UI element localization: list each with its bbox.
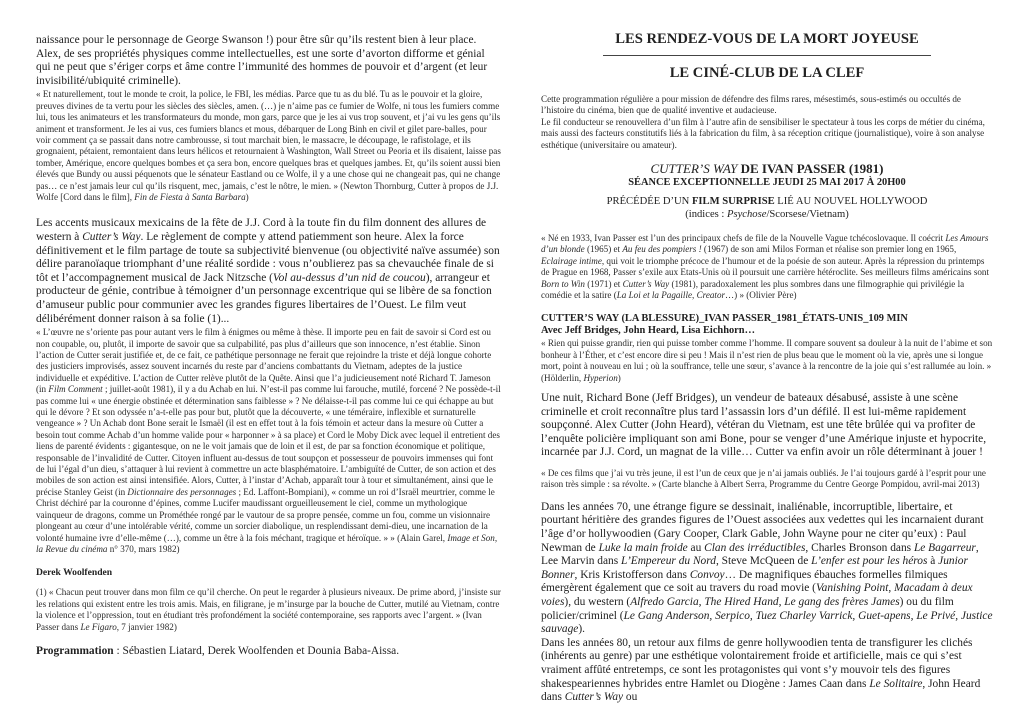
film-title: L’enfer est pour les héros — [811, 555, 928, 568]
text-segment: ) ou du film policier/criminel ( — [541, 596, 954, 622]
right-column — [541, 0, 993, 705]
text-segment: …) » (Olivier Père) — [725, 290, 797, 301]
book-title: Hyperion — [583, 372, 618, 383]
film-title: Les Amours d’un blonde — [541, 233, 989, 255]
programmation-names: : Sébastien Liatard, Derek Woolfenden et Dounia Baba-Aissa. — [113, 644, 400, 657]
western-paragraph — [36, 217, 502, 326]
film-title: Le Gang Anderson, Serpico, Tuez Charley Varrick, Guet-apens, Le Privé, Justice sauvage — [541, 609, 993, 636]
mission-line: Le fil conducteur se renouvellera d’un film à l’autre afin de sensibiliser le spectateur à tous les corps de métier du cinéma, mais aussi des facteurs constitutifs liés à la fabrication du film, à sa réception critique (journalistique), voire à son analyse esthétique (universitaire ou amateur). — [541, 116, 985, 150]
film-technical-info — [541, 313, 993, 337]
text-segment: à — [927, 555, 939, 568]
text-segment: Les accents musicaux mexicains de la fête de J.J. Cord à la toute fin du film donnent des allures de western à — [36, 217, 487, 244]
text-segment: (1981), paradoxalement les plus sombres dans une filmographie qui privilégie la comédie et la satire ( — [541, 278, 965, 301]
text-segment: , 7 janvier 1982) — [116, 621, 177, 632]
eighties-paragraph — [541, 637, 993, 705]
mission-statement — [541, 94, 993, 151]
text-segment: . Le règlement de compte y attend patiemment son heure. Alex la force définitivement et le film partage de toute sa subjectivité bienvenue (ou objectivité naïve assumée) son délire paranoïaque triomphant d’une réalité sordide : vous n’oublierez pas sa chevauchée finale de si tôt et l’accompagnement musical de Jack Nitzsche ( — [36, 231, 500, 284]
series-title: LES RENDEZ-VOUS DE LA MORT JOYEUSE — [615, 31, 919, 47]
hint-title: Psychose — [727, 209, 767, 221]
text-segment: « Rien qui puisse grandir, rien qui puisse tomber comme l’homme. Il compare souvent sa douleur à la nuit de l’abime et son bonheur à l’Éther, et c’est encore dire si peu ! Mais il n’est rien de plus beau que le moment où la vie, après une si longue mort, point à nouveau en lui ; où la souffrance, telle une sœur, s’avance à la rencontre de la joie qui s’est rallumée au loin. » (Hölderlin, — [541, 338, 993, 383]
text-segment: « L’œuvre ne s’oriente pas pour autant vers le film à énigmes ou même à thèse. Il importe peu en fait de savoir si Cord est ou non coupable, ou, plutôt, il importe de savoir que sa culpabilité, pas plus d’ailleurs que son innocence, n’est établie. Sinon l’action de Cutter serait justifiée et, de ce fait, ce pathétique personnage ne ferait que rejoindre la triste et déjà longue cohorte des justiciers improvisés, assez souvent incarnés du reste par d’anciens combattants du Vietnam, adeptes de la justice individuelle et expéditive. L’action de Cutter relève plutôt de la Quête. Ainsi que l’a judicieusement noté Richard T. Jameson (in — [36, 327, 492, 395]
film-title: La Loi et la Pagaille — [616, 290, 693, 301]
quote-source-title: Fin de Fiesta à Santa Barbara — [134, 192, 246, 203]
film-title: Born to Win — [541, 278, 585, 289]
quote-close: ) — [245, 192, 249, 203]
text-segment: ), arrangeur et producteur de génie, contribue à témoigner d’un personnage excentrique qui se libère de sa fonction d’amuseur public pour communier avec les grandes figures libertaires de l’Ouest. Le film veut délibérément donner raison à sa folie (1)... — [36, 271, 492, 325]
film-title: L’Empereur du Nord — [621, 555, 716, 568]
text-segment: ; Ed. Laffont-Bompiani), « comme un roi d’Israël meurtrier, comme le Christ déchiré par la couronne d’épines, comme Lucifer maudissant orgueilleusement le ciel, comme un mythologique vainqueur de dragons, comme un Prométhée rongé par le vautour de sa propre pensée, comme un fou, comme un visionnaire plongeant au cœur d’une intolérable vérité, comme un sorcier diabolique, un resplendissant demi-dieu, une incarnation de la volonté humaine ivre d’elle-même (…), comme un être à la fois méchant, tragique et héroïque. » » (Alain Garel, — [36, 486, 495, 543]
film-credits-line: CUTTER’S WAY (LA BLESSURE)_IVAN PASSER_1981_ÉTATS-UNIS_109 MIN — [541, 313, 908, 325]
text-segment: , Charles Bronson dans — [805, 541, 914, 554]
garel-quote — [36, 327, 502, 555]
text-segment: « Né en 1933, Ivan Passer est l’un des principaux chefs de file de la Nouvelle Vague tchécoslovaque. Il coécrit — [541, 233, 946, 244]
text-segment: ou — [623, 691, 638, 704]
publication-title: Le Figaro — [80, 621, 117, 632]
text-segment: , John Heard dans — [541, 677, 981, 704]
programmation-label: Programmation — [36, 644, 114, 657]
cast-line: Avec Jeff Bridges, John Heard, Lisa Eichhorn… — [541, 325, 755, 337]
film-director-year: DE IVAN PASSER (1981) — [737, 161, 884, 177]
programmation-credits — [36, 645, 502, 659]
text-segment: , Kris Kristofferson dans — [574, 568, 690, 581]
text-segment: LIÉ AU NOUVEL HOLLYWOOD — [774, 196, 928, 208]
film-title: Au feu des pompiers ! — [622, 244, 702, 255]
film-title: Le Solitaire — [869, 677, 923, 690]
film-title: Creator — [696, 290, 726, 301]
intro-paragraph: naissance pour le personnage de George Swanson !) pour être sûr qu’ils restent bien à leur place. Alex, de ses propriétés physiques comme intellectuelles, est une sorte d’avorton difforme et génial qui ne peut que s’ériger corps et âme contre l’immunité des hommes de pouvoir et d’argent (et leur invisibilité/ubiquité criminelle). — [36, 34, 488, 87]
text-segment: , Lee Marvin dans — [541, 541, 979, 568]
publication-title: Dictionnaire des personnages — [127, 486, 237, 497]
text-segment: ; juillet-août 1981), il y a du Achab en lui. N’est-il pas comme lui farouche, mutilé, forcené ? Ne possède-t-il pas comme lui « une énergie obstinée et détermination sans faiblesse » ? Ne délaisse-t-il pas comme lui ce qui échappe au but qui le dévore ? Et son odyssée n’a-t-elle pas pour but, plutôt que la découverte, « une téméraire, inflexible et surnaturelle vengeance » ? Un Achab dont Bone serait le Ismaël (il est en effet tout à la fois témoin et acteur dans la mesure où Cutter a besoin tout comme Achab d’un homme valide pour « harponner » à sa place) et Cord le Moby Dick avec lequel il entretient des liens de parenté évidents : gigantesque, on ne le voit jamais que de loin et il est, de par sa fonction économique et politique, responsable de l’invalidité de Cutter. Citoyen influent au-dessus de tout soupçon et possesseur de pouvoirs immenses qui font de lui l’égal d’un dieu, s’attaquer à lui revient à commettre un acte blasphématoire. L’ambiguïté de Cutter, de son action et des mobiles de son action est ainsi intensifiée. Alors, Cutter, à l’instar d’Achab, apparaît tour à tour et simultanément, ainsi que le précise Stanley Geist (in — [36, 384, 501, 497]
author-signature: Derek Woolfenden — [36, 567, 113, 579]
text-segment: ). — [578, 623, 585, 636]
text-segment: /Scorsese/Vietnam) — [766, 209, 849, 221]
text-segment: (1971) et — [584, 278, 623, 289]
film-title: Convoy — [689, 568, 725, 581]
text-segment: , — [888, 582, 895, 595]
serra-quote: « De ces films que j’ai vu très jeune, il est l’un de ceux que je n’ai jamais oubliés. Je l’ai toujours gardé à l’esprit pour une raison très simple : sa révolte. » (Carte blanche à Albert Serra, Programme du Centre George Pompidou, avril-mai 2013) — [541, 468, 986, 490]
surprise-line — [541, 195, 993, 208]
film-title: Eclairage intime — [541, 255, 602, 266]
text-segment: , — [692, 290, 697, 301]
text-segment: Dans les années 70, une étrange figure se dessinait, inaliénable, incorruptible, libertaire, et pourtant héritière des grandes figures de l’Ouest associées aux vedettes qui les incarnaient durant l’âge d’or hollywoodien (Gary Cooper, Clark Gable, John Wayne pour ne citer qu’eux) : Paul Newman de — [541, 500, 984, 554]
title-divider — [603, 55, 931, 56]
hints-line — [541, 208, 993, 221]
mission-line: Cette programmation régulière a pour mission de défendre des films rares, mésestimés, sous-estimés ou occultés de l’histoire du cinéma, bien que de qualité inventive et audacieuse. — [541, 94, 961, 116]
genre-essay — [541, 501, 993, 705]
text-segment: (indices : — [685, 209, 728, 221]
text-segment: PRÉCÉDÉE D’UN — [606, 196, 692, 208]
director-bio-quote — [541, 233, 993, 301]
quote-text: « Et naturellement, tout le monde te croit, la police, le FBI, les médias. Parce que tu as du blé. Tu as le pouvoir et la gloire, preuves divines de ta vertu pour les siècles des siècles, amen. (…) je n’aime pas ce fumier de Wolfe, ni tous les fumiers comme lui, tous les animateurs et les transformateurs du monde, mon gars, parce que je les ai vus trop souvent, et j’ai vu les gens qu’ils animent et transforment. Je les ai vus, ces fumiers blancs et mous, débarquer de Long Binh en civil et gilet pare-balles, pour voir comment ça se passait dans notre cambrousse, si tout marchait bien, le massacre, le découpage, le rafistolage, et ils grognaient, pétaient, remontaient dans leurs hélicos et retournaient à Washington, Wall Street ou Peoria et ils disaient, laisse pas tomber, Amérique, encore quelques bombes et ça sera bon, encore quelques bras et quelques jambes. Et, qu’ils soient aussi bien élevés que Bundy ou aussi péquenots que le sénateur Eastland ou ce Wolfe, il y a une chose qui ne changeait pas, qui ne change pas… ce n’est jamais leur cul qu’ils risquent, mec, jamais, c’est le nôtre, le mien. » (Newton Thornburg, Cutter à propos de J.J. Wolfe [Cord dans le film], — [36, 89, 501, 203]
surprise-emphasis: FILM SURPRISE — [691, 196, 775, 208]
film-title: Cutter’s Way — [622, 278, 670, 289]
thornburg-quote — [36, 89, 502, 203]
film-title: Cutter’s Way — [82, 231, 141, 244]
text-segment: (1) « Chacun peut trouver dans mon film ce qu’il cherche. On peut le regarder à plusieurs niveaux. De prime abord, j’insiste sur les relations qui existent entre les trois amis. Mais, en filigrane, je m’insurge par la bouche de Cutter, mutilé au Vietnam, contre la violence et l’oppression, tout en étudiant très profondément la société contemporaine, ses rapports avec l’argent. » (Ivan Passer dans — [36, 587, 501, 632]
film-title: Macadam à deux voies — [541, 582, 973, 609]
publication-title: Image et Son, la Revue du cinéma — [36, 532, 498, 554]
screening-date: SÉANCE EXCEPTIONNELLE JEUDI 25 MAI 2017 À 20H00 — [628, 177, 906, 189]
text-segment: n° 370, mars 1982) — [107, 543, 180, 554]
film-title: CUTTER’S WAY — [650, 161, 738, 177]
holderlin-quote — [541, 338, 993, 384]
left-column — [36, 0, 502, 659]
film-title: Vanishing Point — [815, 582, 889, 595]
surprise-film-note — [541, 195, 993, 221]
text-segment: (1965) et — [584, 244, 623, 255]
film-title: Clan des irréductibles — [704, 541, 806, 554]
text-segment: ) — [617, 372, 621, 383]
film-heading — [541, 161, 993, 176]
seventies-paragraph — [541, 501, 993, 637]
film-title: Luke la main froide — [598, 541, 688, 554]
text-segment: … De magnifiques ébauches formelles filmiques émergèrent également que ce soit au travers du road movie ( — [541, 568, 948, 595]
text-segment: Dans les années 80, un retour aux films de genre hollywoodien tenta de transfigurer les clichés (inhérents au genre) par une esthétique volontairement froide et artificielle, mais ce qui s’est vraiment affûté entretemps, ce sont les protagonistes qui vont s’y mouvoir tels des figures shakespeariennes hybrides entre Hamlet ou Diogène : James Caan dans — [541, 636, 973, 690]
film-title: Alfredo Garcia, The Hired Hand, Le gang des frères James — [630, 596, 900, 609]
text-segment: , Steve McQueen de — [715, 555, 812, 568]
publication-title: Film Comment — [48, 384, 103, 395]
film-title: Junior Bonner — [541, 555, 968, 581]
club-title: LE CINÉ-CLUB DE LA CLEF — [669, 65, 865, 81]
film-title: Cutter’s Way — [564, 691, 624, 704]
text-segment: au — [687, 541, 705, 554]
text-segment: (1967) de son ami Milos Forman et réalise son premier long en 1965, — [701, 244, 957, 255]
film-title: Le Bagarreur — [913, 541, 976, 554]
footnote — [36, 587, 502, 633]
text-segment: ), du western ( — [564, 596, 631, 609]
text-segment: , qui voit le triomphe précoce de l’humour et de la poésie de son auteur. Après la répression du printemps de Prague en 1968, Passer s’exile aux Etats-Unis où il poursuit une carrière hétéroclite. Ses meilleurs films américains sont — [541, 255, 989, 278]
synopsis: Une nuit, Richard Bone (Jeff Bridges), un vendeur de bateaux désabusé, assiste à une scène criminelle et croit reconnaître plus tard l’assassin lors d’un défilé. Il est lui-même rapidement soupçonné. Alex Cutter (John Heard), vétéran du Vietnam, est une tête brûlée qui va profiter de l’enquête policière impliquant son ami Bone, pour se venger d’une Amérique injuste et hypocrite, incarnée par J.J. Cord, un magnat de la ville… Cutter va enfin avoir un rôle déterminant à jouer ! — [541, 392, 987, 459]
film-title: Vol au-dessus d’un nid de coucou — [272, 271, 426, 284]
